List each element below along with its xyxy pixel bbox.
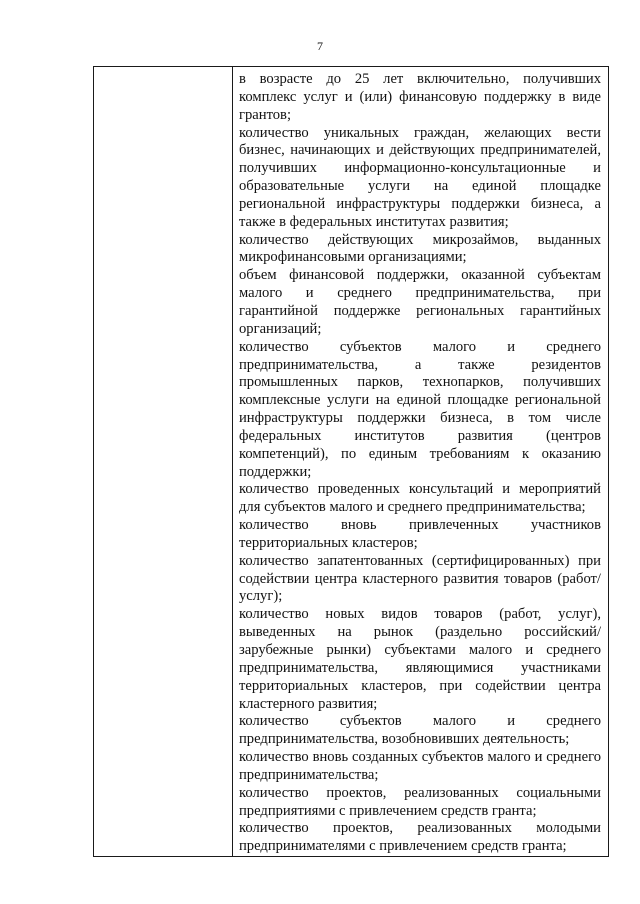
indicator-item: количество запатентованных (сертифицированных) при содействии центра кластерного развития товаров (работ/услуг); <box>239 552 601 605</box>
indicator-item: количество уникальных граждан, желающих вести бизнес, начинающих и действующих предпринимателей, получивших информационно-консультационные и образовательные услуги на единой площадке региональной инфраструктуры поддержки бизнеса, а также в федеральных институтах развития; <box>239 124 601 230</box>
table-cell-right <box>233 67 609 857</box>
indicator-item: количество вновь привлеченных участников территориальных кластеров; <box>239 517 601 551</box>
indicator-item: количество субъектов малого и среднего предпринимательства, возобновивших деятельность; <box>239 713 601 748</box>
indicator-item: количество действующих микрозаймов, выданных микрофинансовыми организациями; <box>239 231 601 266</box>
indicator-item: количество проектов, реализованных молодыми предпринимателями с привлечением средств гранта; <box>239 820 601 855</box>
table-cell-left <box>94 67 233 857</box>
indicators-table <box>93 66 609 857</box>
page-number: 7 <box>317 39 323 53</box>
indicator-item: количество новых видов товаров (работ, услуг), выведенных на рынок (раздельно российский/зарубежные рынки) субъектами малого и среднего предпринимательства, являющимися участниками территориальных кластеров, при содействии центра кластерного развития; <box>239 606 601 712</box>
indicator-item: количество вновь созданных субъектов малого и среднего предпринимательства; <box>239 749 601 783</box>
table-row <box>94 67 609 857</box>
indicator-item: объем финансовой поддержки, оказанной субъектам малого и среднего предпринимательства, при гарантийной поддержке региональных гарантийных организаций; <box>239 267 601 337</box>
indicator-item: в возрасте до 25 лет включительно, получивших комплекс услуг и (или) финансовую поддержку в виде грантов; <box>239 71 601 123</box>
indicator-item: количество проведенных консультаций и мероприятий для субъектов малого и среднего предпринимательства; <box>239 481 601 516</box>
indicator-item: количество проектов, реализованных социальными предприятиями с привлечением средств гранта; <box>239 784 601 819</box>
indicator-item: количество субъектов малого и среднего предпринимательства, а также резидентов промышленных парков, технопарков, получивших комплексные услуги на единой площадке региональной инфраструктуры поддержки бизнеса, в том числе федеральных институтов развития (центров компетенций), по единым требованиям к оказанию поддержки; <box>239 338 601 480</box>
